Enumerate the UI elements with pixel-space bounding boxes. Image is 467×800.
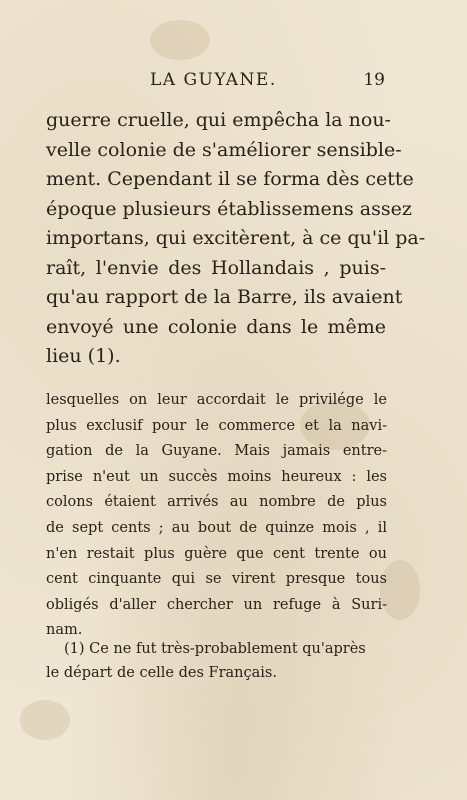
text-line: importans, qui excitèrent, à ce qu'il pa- xyxy=(46,227,426,249)
text-line: ment. Cependant il se forma dès cette xyxy=(46,168,414,190)
text-line: obligés d'aller chercher un refuge à Suri- xyxy=(46,596,387,613)
running-title: LA GUYANE. xyxy=(150,70,277,90)
text-line: époque plusieurs établissemens assez xyxy=(46,197,412,220)
text-line: plus exclusif pour le commerce et la navi- xyxy=(46,417,387,434)
text-line: lieu (1). xyxy=(46,345,121,367)
text-line: cent cinquante qui se virent presque tous xyxy=(46,571,387,588)
text-line: guerre cruelle, qui empêcha la nou- xyxy=(46,109,391,131)
footnote-line: (1) Ce ne fut très-probablement qu'après xyxy=(64,641,366,657)
footnote xyxy=(46,637,387,685)
text-line: n'en restait plus guère que cent trente ou xyxy=(46,545,387,562)
text-line: qu'au rapport de la Barre, ils avaient xyxy=(46,286,403,308)
text-line: prise n'eut un succès moins heureux : les xyxy=(46,468,387,485)
footnote-line: le départ de celle des Français. xyxy=(46,665,277,681)
text-line: de sept cents ; au bout de quinze mois , il xyxy=(46,519,387,536)
page-number: 19 xyxy=(363,70,385,90)
text-line: lesquelles on leur accordait le privilége le xyxy=(46,392,387,408)
paper-stain xyxy=(150,20,210,60)
text-line: colons étaient arrivés au nombre de plus xyxy=(46,494,387,511)
main-paragraph xyxy=(46,106,426,372)
text-line: envoyé une colonie dans le même xyxy=(46,315,386,338)
text-line: velle colonie de s'améliorer sensible- xyxy=(46,138,402,161)
paper-stain xyxy=(20,700,70,740)
text-line: nam. xyxy=(46,622,83,639)
text-line: gation de la Guyane. Mais jamais entre- xyxy=(46,443,387,460)
footnote-continuation xyxy=(46,388,387,644)
page-header xyxy=(150,70,385,96)
text-line: raît, l'envie des Hollandais , puis- xyxy=(46,256,386,279)
